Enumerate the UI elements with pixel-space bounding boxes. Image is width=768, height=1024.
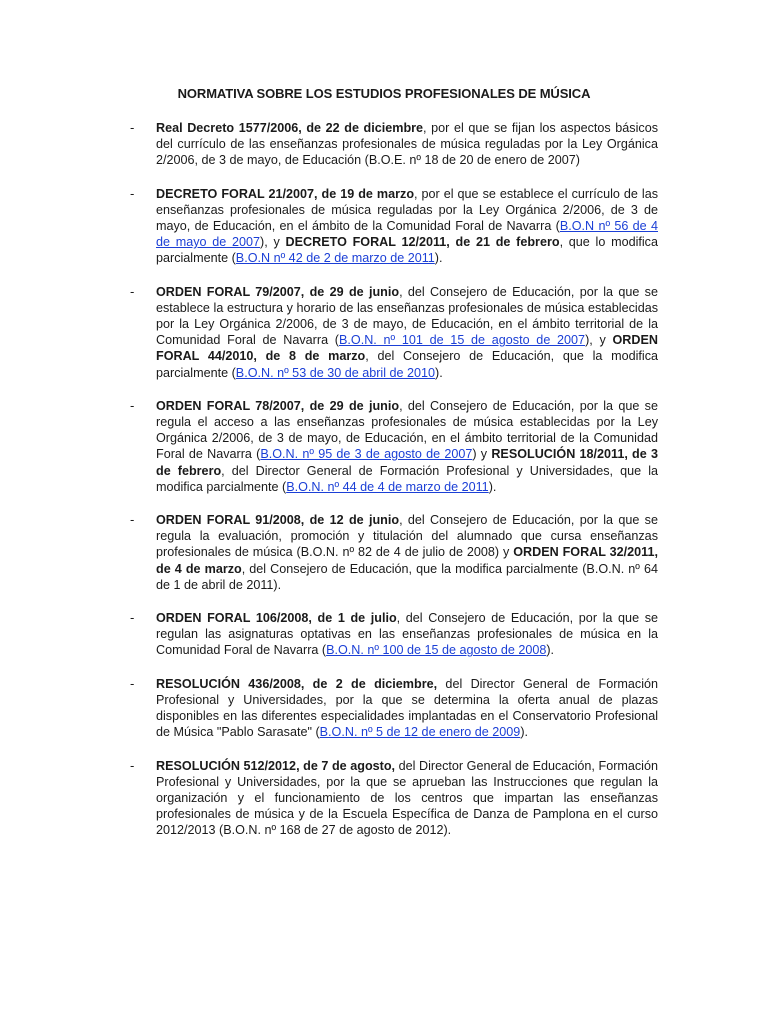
regulation-description: , por el que se fijan los aspectos básicos del currículo de las enseñanzas profesionales de música reguladas por la Ley Orgánica 2/2006, de 3 de mayo, de Educación (B.O.E. nº 18 de 20 de enero de 2007)	[156, 121, 658, 168]
bulletin-link[interactable]: B.O.N. nº 5 de 12 de enero de 2009	[319, 725, 521, 740]
bullet-dash: -	[130, 757, 135, 773]
regulation-description: , del Consejero de Educación, por la que se regula el acceso a las enseñanzas profesionales de música establecidas por la Ley Orgánica 2/2006, de 3 de mayo, de Educación, en el ámbito territorial de la Comunidad Foral de Navarra (	[156, 398, 658, 462]
regulation-name: RESOLUCIÓN 18/2011, de 3 de febrero	[156, 447, 658, 478]
regulation-description: , del Consejero de Educación, que la modifica parcialmente (B.O.N. nº 64 de 1 de abril de 2011).	[156, 561, 658, 592]
bulletin-link[interactable]: B.O.N nº 56 de 4 de mayo de 2007	[156, 219, 658, 250]
regulation-name: RESOLUCIÓN 512/2012, de 7 de agosto,	[156, 758, 396, 773]
regulation-name: Real Decreto 1577/2006, de 22 de diciembre	[156, 121, 424, 135]
bulletin-link[interactable]: B.O.N. nº 53 de 30 de abril de 2010	[235, 365, 436, 380]
regulation-name: DECRETO FORAL 21/2007, de 19 de marzo	[156, 186, 415, 201]
bulletin-link[interactable]: B.O.N. nº 100 de 15 de agosto de 2008	[326, 643, 547, 658]
regulation-text	[156, 398, 658, 495]
bullet-dash: -	[130, 675, 135, 691]
regulation-item	[130, 676, 660, 741]
regulation-description: ).	[434, 251, 443, 266]
bullet-dash: -	[130, 512, 135, 528]
bullet-dash: -	[130, 120, 135, 135]
regulation-item	[130, 610, 660, 659]
regulation-description: ), y	[260, 235, 286, 250]
regulation-name: ORDEN FORAL 44/2010, de 8 de marzo	[156, 333, 658, 364]
bulletin-link[interactable]: B.O.N. nº 44 de 4 de marzo de 2011	[286, 479, 489, 494]
regulation-name: ORDEN FORAL 32/2011, de 4 de marzo	[156, 545, 658, 576]
bullet-dash: -	[130, 185, 135, 201]
regulation-item	[130, 120, 660, 169]
bullet-dash: -	[130, 283, 135, 299]
regulation-description: , del Consejero de Educación, que la modifica parcialmente (	[156, 349, 659, 380]
regulation-text	[156, 186, 658, 267]
regulation-description: , del Consejero de Educación, por la que se regula la evaluación, promoción y titulación del alumnado que cursa enseñanzas profesionales de música (B.O.N. nº 82 de 4 de julio de 2008) y	[156, 513, 658, 560]
regulation-text	[156, 120, 658, 169]
regulation-text	[156, 512, 658, 593]
document-title: NORMATIVA SOBRE LOS ESTUDIOS PROFESIONALES DE MÚSICA	[177, 86, 591, 101]
regulation-list	[130, 120, 660, 856]
regulation-item	[130, 186, 660, 267]
regulation-text	[156, 676, 658, 741]
regulation-description: , del Consejero de Educación, por la que se regulan las asignaturas optativas en las enseñanzas profesionales de música en la Comunidad Foral de Navarra (	[156, 611, 658, 658]
regulation-description: del Director General de Educación, Formación Profesional y Universidades, por la que se aprueban las Instrucciones que regulan la organización y el funcionamiento de los centros que impartan las enseñanzas profesionales de música y de la Escuela Específica de Danza de Pamplona en el curso 2012/2013 (B.O.N. nº 168 de 27 de agosto de 2012).	[156, 758, 658, 838]
regulation-description: ).	[546, 643, 555, 658]
regulation-item	[130, 512, 660, 593]
regulation-item	[130, 284, 660, 381]
regulation-description: ).	[488, 479, 497, 494]
regulation-item	[130, 758, 660, 839]
bullet-dash: -	[130, 610, 135, 626]
bulletin-link[interactable]: B.O.N. nº 95 de 3 de agosto de 2007	[260, 447, 473, 462]
bullet-dash: -	[130, 397, 135, 413]
regulation-name: ORDEN FORAL 106/2008, de 1 de julio	[156, 611, 397, 626]
regulation-description: , del Director General de Formación Profesional y Universidades, que la modifica parcialmente (	[156, 463, 659, 494]
regulation-item	[130, 398, 660, 495]
regulation-name: ORDEN FORAL 78/2007, de 29 de junio	[156, 398, 400, 413]
regulation-name: DECRETO FORAL 12/2011, de 21 de febrero	[285, 235, 560, 250]
regulation-description: , del Consejero de Educación, por la que se establece la estructura y horario de las enseñanzas profesionales de música establecidas por la Ley Orgánica 2/2006, de 3 de mayo, de Educación, en el ámbito territorial de la Comunidad Foral de Navarra (	[156, 284, 658, 348]
regulation-text	[156, 758, 658, 839]
regulation-description: ).	[435, 365, 443, 380]
regulation-text	[156, 284, 658, 381]
regulation-description: , por el que se establece el currículo de las enseñanzas profesionales de música reguladas por la Ley Orgánica 2/2006, de 3 de mayo, de Educación, en el ámbito de la Comunidad Foral de Navarra (	[156, 186, 658, 234]
bulletin-link[interactable]: B.O.N. nº 101 de 15 de agosto de 2007	[339, 333, 586, 348]
regulation-description: ), y	[585, 333, 613, 348]
regulation-description: , que lo modifica parcialmente (	[156, 235, 658, 266]
regulation-text	[156, 610, 658, 659]
regulation-name: ORDEN FORAL 91/2008, de 12 de junio	[156, 513, 400, 528]
bulletin-link[interactable]: B.O.N nº 42 de 2 de marzo de 2011	[235, 251, 435, 266]
regulation-description: ) y	[472, 447, 492, 462]
regulation-description: ).	[520, 725, 529, 740]
regulation-name: ORDEN FORAL 79/2007, de 29 de junio	[156, 284, 400, 299]
regulation-name: RESOLUCIÓN 436/2008, de 2 de diciembre,	[156, 676, 438, 691]
regulation-description: del Director General de Formación Profesional y Universidades, por la que se determina la oferta anual de plazas disponibles en las diferentes especialidades implantadas en el Conservatorio Profesional de Música "Pablo Sarasate" (	[156, 676, 658, 740]
